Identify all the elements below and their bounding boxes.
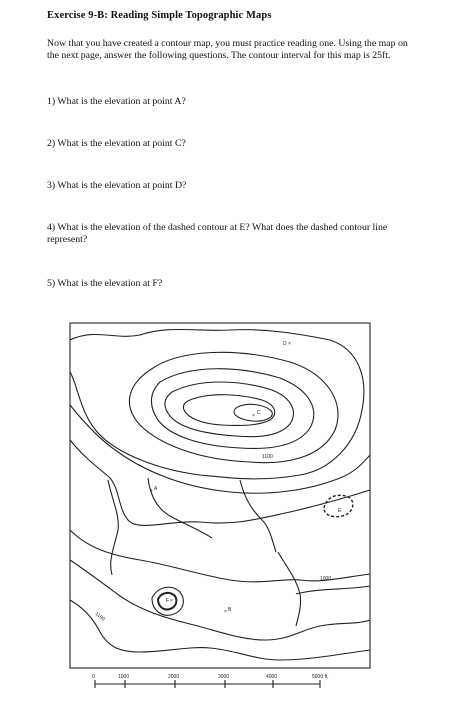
point-d-marker: × xyxy=(288,341,291,347)
contour-line xyxy=(278,552,301,626)
page-title: Exercise 9-B: Reading Simple Topographic Maps xyxy=(47,10,272,21)
question-2: 2) What is the elevation at point C? xyxy=(47,138,186,149)
point-f-marker: × xyxy=(170,598,173,604)
intro-paragraph: Now that you have created a contour map, you must practice reading one. Using the map on the next page, answer the following questions. The contour interval for this map is 25ft. xyxy=(47,38,408,61)
point-d-label: D xyxy=(283,341,287,347)
contour-line xyxy=(70,600,370,660)
point-c-marker: × xyxy=(252,413,255,419)
point-a-label: A xyxy=(154,486,158,492)
map-frame xyxy=(70,323,370,668)
point-e-label: E xyxy=(338,508,342,514)
scale-label: 4000 xyxy=(266,674,278,680)
topographic-map xyxy=(0,300,460,700)
contour-line xyxy=(70,560,370,640)
contour-line xyxy=(296,586,370,594)
point-c-label: C xyxy=(257,410,261,416)
question-3: 3) What is the elevation at point D? xyxy=(47,180,187,191)
stream-line xyxy=(108,480,118,575)
contour-line xyxy=(151,369,313,449)
contour-line xyxy=(70,405,370,493)
contour-label-1100-rotated: 1100 xyxy=(93,610,106,623)
scale-label: 0 xyxy=(92,674,95,680)
point-a-marker: + xyxy=(150,488,153,494)
stream-line xyxy=(148,478,212,538)
question-5: 5) What is the elevation at F? xyxy=(47,278,163,289)
scale-label: 3000 xyxy=(218,674,230,680)
contour-label-1100: 1100 xyxy=(262,454,273,460)
scale-label: 2000 xyxy=(168,674,180,680)
point-b-label: B xyxy=(228,607,232,613)
question-1: 1) What is the elevation at point A? xyxy=(47,96,186,107)
point-b-marker: × xyxy=(224,609,227,615)
scale-label: 5000 ft. xyxy=(312,674,329,680)
point-f-label: F xyxy=(166,598,170,604)
contour-line xyxy=(70,530,370,582)
question-4: 4) What is the elevation of the dashed contour at E? What does the dashed contour line represent? xyxy=(47,222,388,245)
contour-label-1000: 1000 xyxy=(320,576,332,582)
scale-label: 1000 xyxy=(118,674,130,680)
